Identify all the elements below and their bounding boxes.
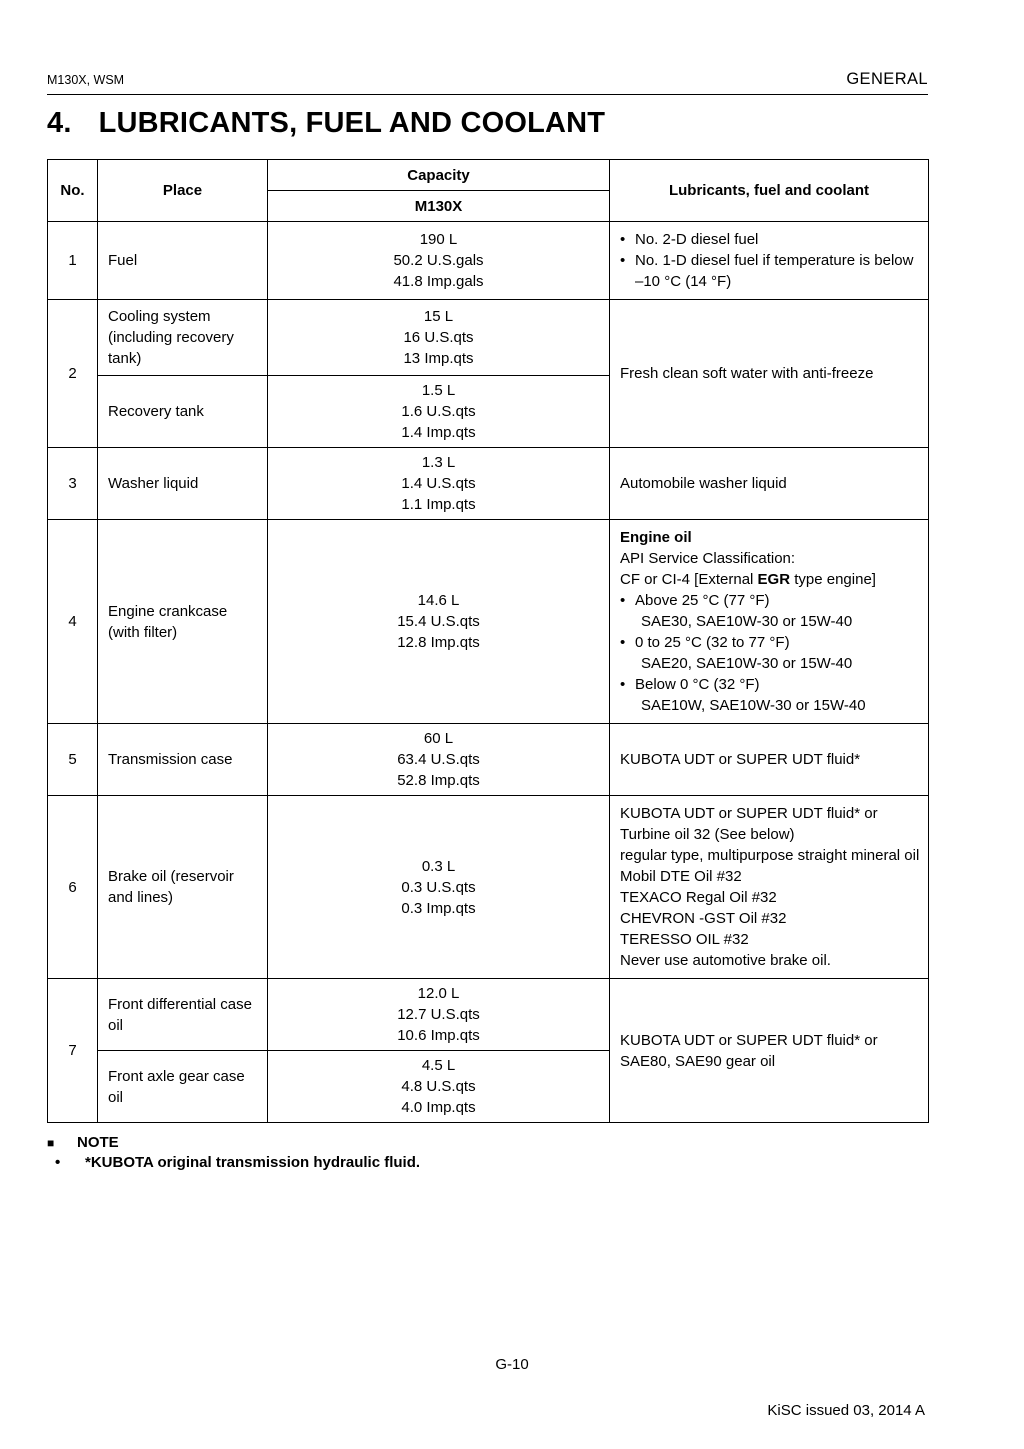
note-square-icon: ■ — [47, 1136, 55, 1151]
capacity-line: 1.6 U.S.qts — [401, 403, 476, 421]
capacity-line: 13 Imp.qts — [403, 350, 474, 368]
capacity-line: 1.3 L — [421, 454, 456, 472]
table-row — [48, 222, 929, 300]
note-heading: NOTE — [77, 1134, 119, 1152]
cell-place: Engine crankcase (with filter) — [98, 520, 268, 724]
capacity-line: 4.8 U.S.qts — [401, 1078, 476, 1096]
cell-place: Transmission case — [98, 724, 268, 796]
cell-lubricant — [610, 520, 929, 724]
cell-no: 5 — [48, 724, 98, 796]
capacity-line: 1.1 Imp.qts — [401, 496, 476, 514]
table-row — [48, 979, 929, 1051]
note-text: *KUBOTA original transmission hydraulic fluid. — [85, 1154, 421, 1172]
lubricant-text: KUBOTA UDT or SUPER UDT fluid* — [620, 751, 861, 769]
col-header-capacity: Capacity — [268, 160, 610, 191]
cell-lubricant — [610, 300, 929, 448]
lubricant-sub-line: SAE30, SAE10W-30 or 15W-40 — [641, 613, 853, 631]
cell-place: Fuel — [98, 222, 268, 300]
lubricant-text-bold-segment: EGR — [757, 571, 791, 589]
cell-capacity — [268, 222, 610, 300]
lubricants-table — [47, 159, 929, 1123]
bullet-icon: • — [620, 231, 626, 249]
lubricant-bullet-item — [620, 590, 920, 611]
col-header-model: M130X — [268, 191, 610, 222]
lubricant-text: KUBOTA UDT or SUPER UDT fluid* or Turbine oil 32 (See below) — [620, 805, 878, 844]
lubricant-text-segment: CF or CI-4 [External — [620, 571, 758, 589]
cell-no: 4 — [48, 520, 98, 724]
lubricant-text-segment: type engine] — [790, 571, 876, 589]
cell-no: 3 — [48, 448, 98, 520]
table-header-row — [48, 160, 929, 191]
cell-place: Washer liquid — [98, 448, 268, 520]
bullet-icon: • — [620, 252, 626, 270]
cell-place: Cooling system (including recovery tank) — [98, 300, 268, 376]
page-number: G-10 — [495, 1356, 529, 1373]
cell-lubricant — [610, 448, 929, 520]
note-section — [47, 1133, 928, 1173]
capacity-line: 4.0 Imp.qts — [401, 1099, 476, 1117]
issue-stamp: KiSC issued 03, 2014 A — [767, 1402, 925, 1419]
capacity-line: 50.2 U.S.gals — [393, 252, 484, 270]
lubricant-text: Fresh clean soft water with anti-freeze — [620, 365, 874, 383]
cell-lubricant — [610, 724, 929, 796]
cell-capacity — [268, 1051, 610, 1123]
capacity-line: 15 L — [423, 308, 454, 326]
lubricant-heading: Engine oil — [620, 529, 692, 547]
lubricant-text: Below 0 °C (32 °F) — [635, 676, 760, 694]
capacity-line: 12.7 U.S.qts — [397, 1006, 480, 1024]
lubricant-text: TERESSO OIL #32 — [620, 931, 749, 949]
page-header — [47, 70, 928, 95]
capacity-line: 0.3 Imp.qts — [401, 899, 476, 917]
table-row — [48, 300, 929, 376]
cell-place: Front differential case oil — [98, 979, 268, 1051]
lubricant-text: 0 to 25 °C (32 to 77 °F) — [635, 634, 790, 652]
capacity-line: 4.5 L — [421, 1057, 456, 1075]
capacity-line: 15.4 U.S.qts — [397, 613, 480, 631]
section-number: 4. — [47, 107, 72, 139]
cell-capacity — [268, 376, 610, 448]
lubricant-text — [620, 569, 920, 590]
chapter-label: GENERAL — [846, 70, 928, 88]
doc-model-label: M130X, WSM — [47, 73, 125, 87]
cell-lubricant — [610, 796, 929, 979]
capacity-line: 10.6 Imp.qts — [397, 1027, 480, 1045]
cell-no: 6 — [48, 796, 98, 979]
note-bullet-row — [47, 1153, 928, 1173]
bullet-icon: • — [620, 634, 626, 652]
capacity-line: 60 L — [423, 730, 454, 748]
cell-no: 2 — [48, 300, 98, 448]
bullet-icon: • — [55, 1154, 61, 1172]
bullet-icon: • — [620, 592, 626, 610]
cell-place: Brake oil (reservoir and lines) — [98, 796, 268, 979]
cell-place: Recovery tank — [98, 376, 268, 448]
cell-lubricant — [610, 222, 929, 300]
capacity-line: 0.3 L — [421, 857, 456, 875]
capacity-line: 190 L — [419, 231, 458, 249]
capacity-line: 0.3 U.S.qts — [401, 878, 476, 896]
cell-no: 7 — [48, 979, 98, 1123]
note-heading-row — [47, 1133, 928, 1153]
capacity-line: 63.4 U.S.qts — [397, 751, 480, 769]
capacity-line: 41.8 Imp.gals — [393, 273, 484, 291]
lubricant-sub-line: SAE20, SAE10W-30 or 15W-40 — [641, 655, 853, 673]
capacity-line: 52.8 Imp.qts — [397, 772, 480, 790]
table-row — [48, 448, 929, 520]
cell-capacity — [268, 520, 610, 724]
capacity-line: 16 U.S.qts — [403, 329, 474, 347]
lubricant-bullet-item — [620, 674, 920, 695]
section-title-text: LUBRICANTS, FUEL AND COOLANT — [98, 107, 606, 139]
table-row — [48, 520, 929, 724]
col-header-place: Place — [98, 160, 268, 222]
lubricant-text: CHEVRON -GST Oil #32 — [620, 910, 787, 928]
capacity-line: 12.0 L — [417, 985, 460, 1003]
lubricant-text: Never use automotive brake oil. — [620, 952, 831, 970]
lubricant-text: KUBOTA UDT or SUPER UDT fluid* or SAE80, SAE90 gear oil — [620, 1031, 878, 1070]
lubricant-text: No. 2-D diesel fuel — [635, 231, 759, 249]
cell-capacity — [268, 979, 610, 1051]
cell-lubricant — [610, 979, 929, 1123]
lubricant-text: No. 1-D diesel fuel if temperature is below –10 °C (14 °F) — [635, 252, 914, 291]
lubricant-text: Mobil DTE Oil #32 — [620, 868, 742, 886]
lubricant-text: regular type, multipurpose straight mineral oil — [620, 847, 920, 865]
capacity-line: 1.5 L — [421, 382, 456, 400]
lubricant-bullet-item — [620, 632, 920, 653]
capacity-line: 12.8 Imp.qts — [397, 634, 480, 652]
col-header-no: No. — [48, 160, 98, 222]
cell-capacity — [268, 724, 610, 796]
lubricant-text: API Service Classification: — [620, 550, 796, 568]
cell-capacity — [268, 300, 610, 376]
cell-capacity — [268, 448, 610, 520]
lubricant-bullet-item — [620, 229, 920, 250]
page-title — [47, 107, 928, 140]
lubricant-sub-line: SAE10W, SAE10W-30 or 15W-40 — [641, 697, 866, 715]
col-header-lubricants: Lubricants, fuel and coolant — [610, 160, 929, 222]
capacity-line: 14.6 L — [417, 592, 460, 610]
cell-place: Front axle gear case oil — [98, 1051, 268, 1123]
capacity-line: 1.4 U.S.qts — [401, 475, 476, 493]
table-row — [48, 796, 929, 979]
table-row — [48, 724, 929, 796]
cell-capacity — [268, 796, 610, 979]
lubricant-bullet-item — [620, 250, 920, 292]
lubricant-text: TEXACO Regal Oil #32 — [620, 889, 777, 907]
lubricant-text: Above 25 °C (77 °F) — [635, 592, 770, 610]
lubricant-text: Automobile washer liquid — [620, 475, 787, 493]
capacity-line: 1.4 Imp.qts — [401, 424, 476, 442]
cell-no: 1 — [48, 222, 98, 300]
bullet-icon: • — [620, 676, 626, 694]
